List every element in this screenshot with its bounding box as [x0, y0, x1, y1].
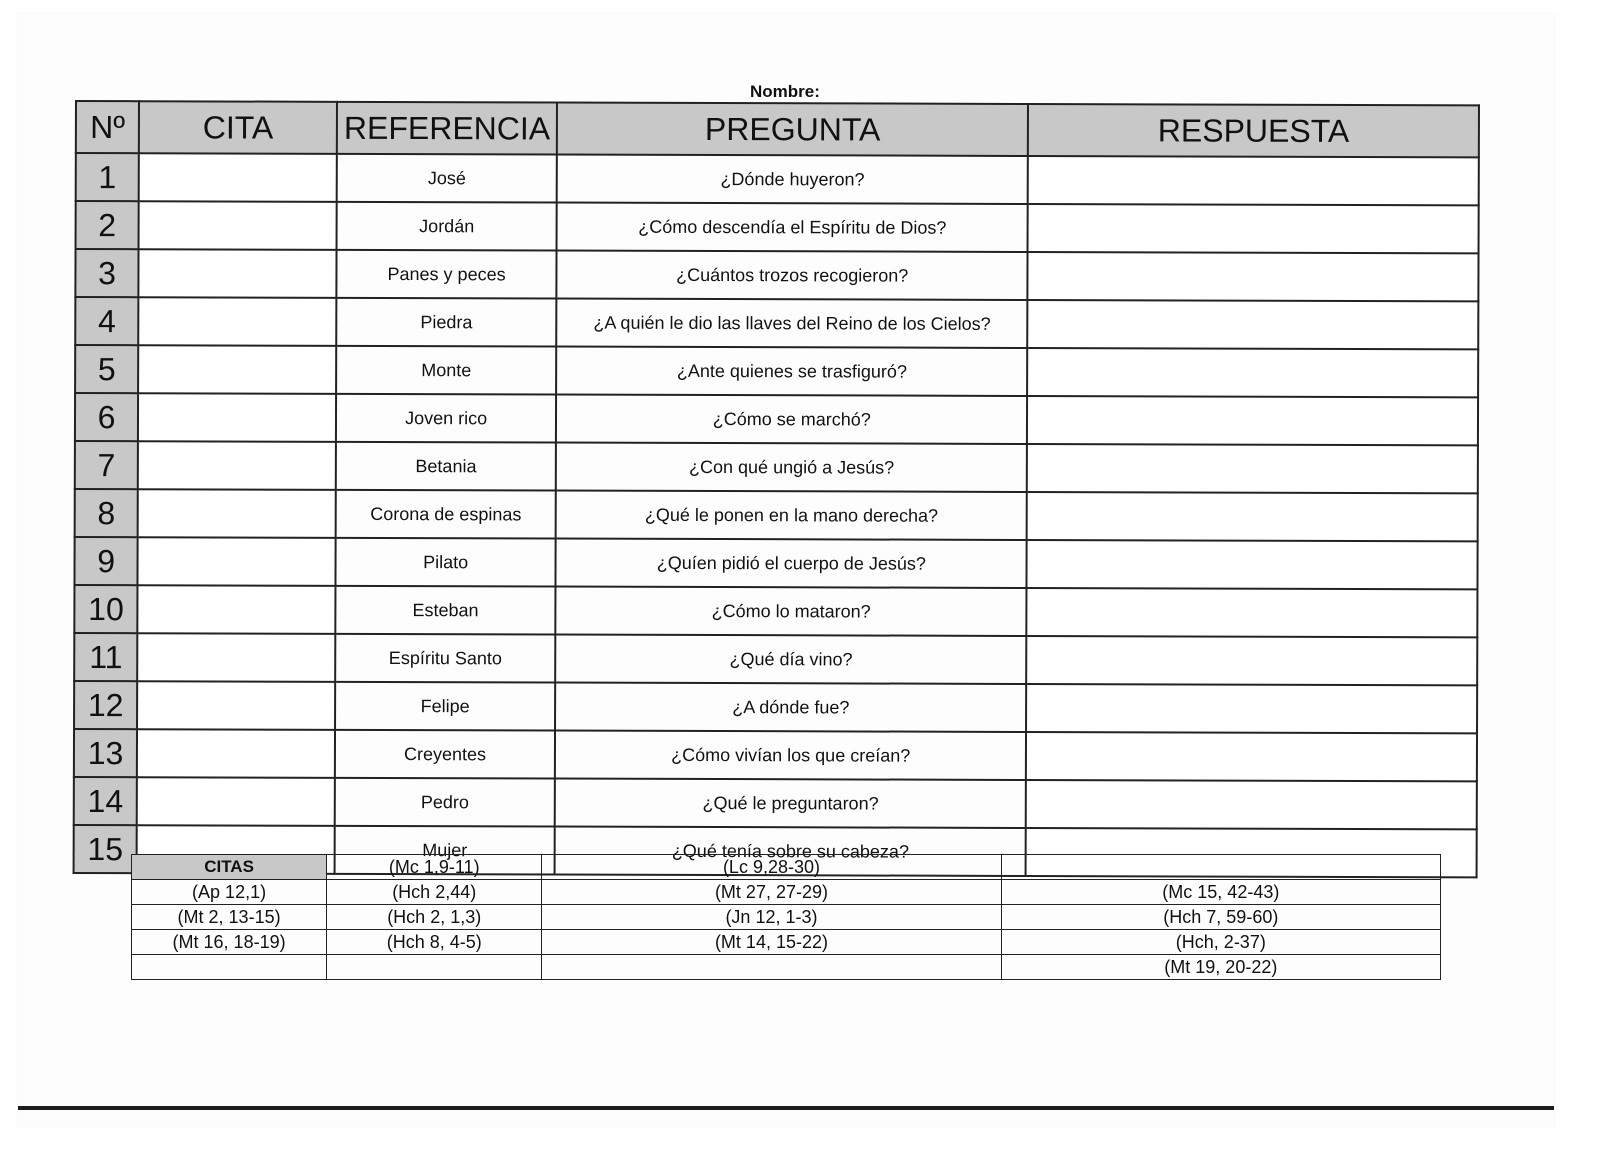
table-row: [75, 489, 1478, 541]
table-row: [74, 681, 1477, 733]
cita-reference: (Mt 16, 18-19): [132, 930, 327, 955]
questions-table: [73, 100, 1480, 878]
row-number: 12: [74, 681, 137, 729]
pregunta-cell: ¿Quíen pidió el cuerpo de Jesús?: [556, 539, 1027, 588]
table-row: [76, 201, 1479, 253]
col-header-respuesta: RESPUESTA: [1028, 104, 1479, 157]
cita-cell[interactable]: [138, 297, 336, 346]
table-row: [75, 345, 1478, 397]
table-row: [74, 633, 1477, 685]
cita-reference: (Mt 19, 20-22): [1001, 955, 1440, 980]
cita-reference: (Hch 8, 4-5): [327, 930, 542, 955]
respuesta-cell[interactable]: [1027, 444, 1478, 493]
table-row: [74, 537, 1477, 589]
cita-cell[interactable]: [137, 633, 335, 682]
referencia-cell: José: [337, 154, 557, 203]
table-row: [76, 153, 1479, 205]
col-header-pregunta: PREGUNTA: [557, 103, 1028, 156]
cita-cell[interactable]: [138, 441, 336, 490]
respuesta-cell[interactable]: [1026, 636, 1477, 685]
respuesta-cell[interactable]: [1026, 780, 1477, 829]
referencia-cell: Joven rico: [336, 394, 556, 443]
pregunta-cell: ¿A quién le dio las llaves del Reino de los Cielos?: [556, 299, 1027, 348]
cita-cell[interactable]: [138, 537, 336, 586]
cita-reference: (Hch 2,44): [327, 880, 542, 905]
referencia-cell: Creyentes: [335, 730, 555, 779]
respuesta-cell[interactable]: [1028, 156, 1479, 205]
referencia-cell: Felipe: [335, 682, 555, 731]
row-number: 14: [74, 777, 137, 825]
col-header-cita: CITA: [139, 101, 337, 154]
respuesta-cell[interactable]: [1027, 540, 1478, 589]
pregunta-cell: ¿Con qué ungió a Jesús?: [556, 443, 1027, 492]
cita-reference: (Mc 1,9-11): [327, 855, 542, 880]
cita-cell[interactable]: [139, 201, 337, 250]
row-number: 3: [75, 249, 138, 297]
respuesta-cell[interactable]: [1026, 732, 1477, 781]
nombre-label: Nombre:: [750, 82, 820, 101]
row-number: 5: [75, 345, 138, 393]
cita-cell[interactable]: [138, 345, 336, 394]
row-number: 7: [75, 441, 138, 489]
pregunta-cell: ¿Qué día vino?: [555, 635, 1026, 684]
cita-cell[interactable]: [139, 249, 337, 298]
respuesta-cell[interactable]: [1027, 396, 1478, 445]
table-row: [74, 585, 1477, 637]
referencia-cell: Pedro: [335, 778, 555, 827]
pregunta-cell: ¿Qué le preguntaron?: [555, 779, 1026, 828]
respuesta-cell[interactable]: [1027, 348, 1478, 397]
citas-row: [132, 955, 1441, 980]
pregunta-cell: ¿Cómo descendía el Espíritu de Dios?: [557, 203, 1028, 252]
cita-reference: (Ap 12,1): [132, 880, 327, 905]
cita-reference: (Mt 27, 27-29): [542, 880, 1001, 905]
referencia-cell: Betania: [336, 442, 556, 491]
citas-row: [132, 905, 1441, 930]
questions-body: [74, 153, 1479, 877]
pregunta-cell: ¿Qué tenía sobre su cabeza?: [555, 827, 1026, 876]
referencia-cell: Pilato: [335, 538, 555, 587]
cita-reference: [1001, 855, 1440, 880]
referencia-cell: Espíritu Santo: [335, 634, 555, 683]
cita-reference: (Mc 15, 42-43): [1001, 880, 1440, 905]
table-row: [75, 297, 1478, 349]
cita-reference: [327, 955, 542, 980]
citas-table: [131, 854, 1441, 980]
cita-cell[interactable]: [137, 729, 335, 778]
respuesta-cell[interactable]: [1028, 300, 1479, 349]
header-row: [76, 101, 1479, 157]
table-row: [75, 393, 1478, 445]
referencia-cell: Monte: [336, 346, 556, 395]
cita-cell[interactable]: [137, 681, 335, 730]
table-row: [75, 249, 1478, 301]
cita-reference: (Mt 14, 15-22): [542, 930, 1001, 955]
row-number: 8: [75, 489, 138, 537]
referencia-cell: Piedra: [336, 298, 556, 347]
cita-cell[interactable]: [138, 393, 336, 442]
pregunta-cell: ¿Qué le ponen en la mano derecha?: [556, 491, 1027, 540]
row-number: 13: [74, 729, 137, 777]
cita-cell[interactable]: [138, 489, 336, 538]
citas-row: [132, 855, 1441, 880]
row-number: 9: [74, 537, 137, 585]
respuesta-cell[interactable]: [1028, 204, 1479, 253]
pregunta-cell: ¿Dónde huyeron?: [557, 155, 1028, 204]
citas-body: [132, 855, 1441, 980]
pregunta-cell: ¿Cómo vivían los que creían?: [555, 731, 1026, 780]
referencia-cell: Corona de espinas: [336, 490, 556, 539]
citas-label: CITAS: [132, 855, 327, 880]
table-row: [75, 441, 1478, 493]
cita-reference: [132, 955, 327, 980]
row-number: 10: [74, 585, 137, 633]
row-number: 6: [75, 393, 138, 441]
cita-cell[interactable]: [139, 153, 337, 202]
cita-reference: (Hch 7, 59-60): [1001, 905, 1440, 930]
cita-reference: (Jn 12, 1-3): [542, 905, 1001, 930]
cita-reference: (Mt 2, 13-15): [132, 905, 327, 930]
row-number: 11: [74, 633, 137, 681]
referencia-cell: Panes y peces: [336, 250, 556, 299]
table-row: [74, 729, 1477, 781]
cita-reference: (Hch, 2-37): [1001, 930, 1440, 955]
cita-cell[interactable]: [137, 777, 335, 826]
cita-reference: (Hch 2, 1,3): [327, 905, 542, 930]
respuesta-cell[interactable]: [1027, 588, 1478, 637]
cita-cell[interactable]: [138, 585, 336, 634]
pregunta-cell: ¿Cómo se marchó?: [556, 395, 1027, 444]
row-number: 4: [75, 297, 138, 345]
respuesta-cell[interactable]: [1026, 684, 1477, 733]
table-row: [74, 777, 1477, 829]
respuesta-cell[interactable]: [1028, 252, 1479, 301]
col-header-referencia: REFERENCIA: [337, 102, 557, 155]
cita-reference: (Lc 9,28-30): [542, 855, 1001, 880]
referencia-cell: Mujer: [335, 826, 555, 875]
pregunta-cell: ¿Cómo lo mataron?: [556, 587, 1027, 636]
pregunta-cell: ¿A dónde fue?: [555, 683, 1026, 732]
row-number: 2: [76, 201, 139, 249]
col-header-num: Nº: [76, 101, 139, 153]
page-bottom-edge: [18, 1106, 1554, 1110]
citas-row: [132, 880, 1441, 905]
row-number: 15: [74, 825, 137, 873]
citas-row: [132, 930, 1441, 955]
respuesta-cell[interactable]: [1027, 492, 1478, 541]
referencia-cell: Esteban: [335, 586, 555, 635]
pregunta-cell: ¿Ante quienes se trasfiguró?: [556, 347, 1027, 396]
referencia-cell: Jordán: [337, 202, 557, 251]
cita-reference: [542, 955, 1001, 980]
pregunta-cell: ¿Cuántos trozos recogieron?: [557, 251, 1028, 300]
row-number: 1: [76, 153, 139, 201]
